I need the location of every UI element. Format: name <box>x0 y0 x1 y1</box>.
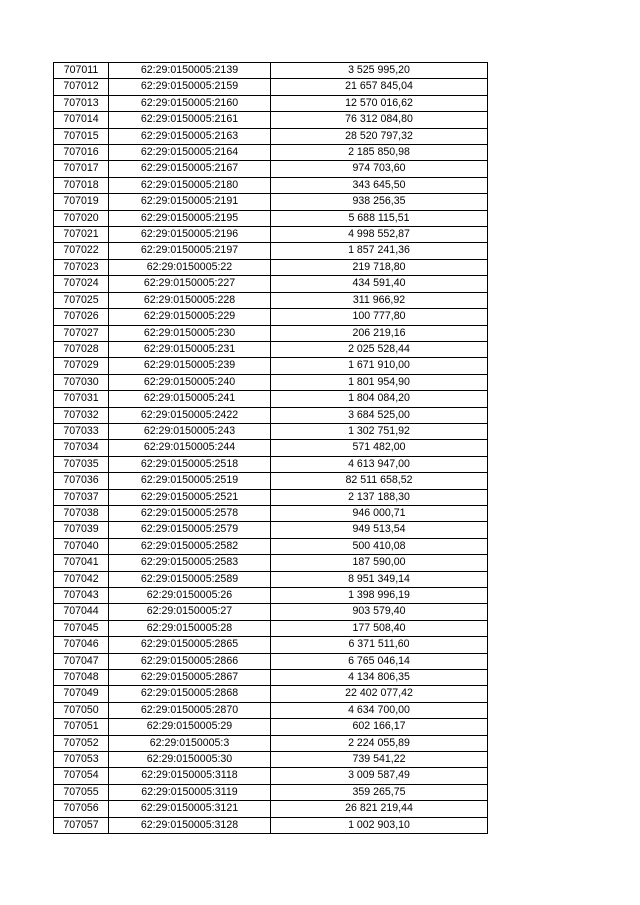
table-row <box>54 210 488 226</box>
table-row <box>54 79 488 95</box>
cadastral-value-cell: 28 520 797,32 <box>271 128 488 144</box>
cadastral-value-cell: 82 511 658,52 <box>271 473 488 489</box>
row-number-cell: 707026 <box>54 309 109 325</box>
cadastral-value-cell: 4 613 947,00 <box>271 456 488 472</box>
cadastral-value-cell: 946 000,71 <box>271 505 488 521</box>
cadastral-value-cell: 2 025 528,44 <box>271 341 488 357</box>
table-row <box>54 653 488 669</box>
cadastral-value-table <box>53 62 488 834</box>
cadastral-number-cell: 62:29:0150005:230 <box>109 325 271 341</box>
row-number-cell: 707047 <box>54 653 109 669</box>
row-number-cell: 707012 <box>54 79 109 95</box>
cadastral-value-cell: 21 657 845,04 <box>271 79 488 95</box>
table-row <box>54 670 488 686</box>
table-row <box>54 63 488 79</box>
table-row <box>54 555 488 571</box>
cadastral-number-cell: 62:29:0150005:2867 <box>109 670 271 686</box>
row-number-cell: 707048 <box>54 670 109 686</box>
table-row <box>54 752 488 768</box>
cadastral-value-cell: 1 302 751,92 <box>271 423 488 439</box>
table-row <box>54 801 488 817</box>
row-number-cell: 707014 <box>54 112 109 128</box>
cadastral-number-cell: 62:29:0150005:2159 <box>109 79 271 95</box>
row-number-cell: 707044 <box>54 604 109 620</box>
cadastral-value-cell: 974 703,60 <box>271 161 488 177</box>
cadastral-value-cell: 8 951 349,14 <box>271 571 488 587</box>
cadastral-number-cell: 62:29:0150005:2866 <box>109 653 271 669</box>
table-row <box>54 259 488 275</box>
row-number-cell: 707018 <box>54 177 109 193</box>
row-number-cell: 707032 <box>54 407 109 423</box>
row-number-cell: 707057 <box>54 817 109 833</box>
cadastral-value-cell: 3 684 525,00 <box>271 407 488 423</box>
row-number-cell: 707045 <box>54 620 109 636</box>
row-number-cell: 707041 <box>54 555 109 571</box>
cadastral-number-cell: 62:29:0150005:2578 <box>109 505 271 521</box>
row-number-cell: 707017 <box>54 161 109 177</box>
cadastral-number-cell: 62:29:0150005:2519 <box>109 473 271 489</box>
table-row <box>54 686 488 702</box>
table-row <box>54 571 488 587</box>
cadastral-value-cell: 359 265,75 <box>271 784 488 800</box>
cadastral-number-cell: 62:29:0150005:2422 <box>109 407 271 423</box>
cadastral-value-cell: 1 671 910,00 <box>271 358 488 374</box>
cadastral-value-cell: 2 137 188,30 <box>271 489 488 505</box>
row-number-cell: 707040 <box>54 538 109 554</box>
table-row <box>54 374 488 390</box>
cadastral-number-cell: 62:29:0150005:2521 <box>109 489 271 505</box>
table-row <box>54 112 488 128</box>
table-row <box>54 735 488 751</box>
cadastral-number-cell: 62:29:0150005:2197 <box>109 243 271 259</box>
table-row <box>54 309 488 325</box>
table-row <box>54 456 488 472</box>
table-row <box>54 145 488 161</box>
row-number-cell: 707042 <box>54 571 109 587</box>
row-number-cell: 707028 <box>54 341 109 357</box>
cadastral-number-cell: 62:29:0150005:229 <box>109 309 271 325</box>
row-number-cell: 707033 <box>54 423 109 439</box>
cadastral-number-cell: 62:29:0150005:3 <box>109 735 271 751</box>
row-number-cell: 707054 <box>54 768 109 784</box>
cadastral-value-cell: 1 857 241,36 <box>271 243 488 259</box>
row-number-cell: 707023 <box>54 259 109 275</box>
table-row <box>54 817 488 833</box>
row-number-cell: 707029 <box>54 358 109 374</box>
cadastral-value-cell: 938 256,35 <box>271 194 488 210</box>
row-number-cell: 707055 <box>54 784 109 800</box>
cadastral-number-cell: 62:29:0150005:26 <box>109 588 271 604</box>
table-row <box>54 243 488 259</box>
row-number-cell: 707015 <box>54 128 109 144</box>
row-number-cell: 707046 <box>54 637 109 653</box>
row-number-cell: 707049 <box>54 686 109 702</box>
table-row <box>54 358 488 374</box>
cadastral-value-cell: 5 688 115,51 <box>271 210 488 226</box>
cadastral-value-cell: 100 777,80 <box>271 309 488 325</box>
row-number-cell: 707039 <box>54 522 109 538</box>
table-row <box>54 505 488 521</box>
table-row <box>54 391 488 407</box>
cadastral-number-cell: 62:29:0150005:228 <box>109 292 271 308</box>
cadastral-number-cell: 62:29:0150005:239 <box>109 358 271 374</box>
table-row <box>54 128 488 144</box>
cadastral-number-cell: 62:29:0150005:231 <box>109 341 271 357</box>
cadastral-number-cell: 62:29:0150005:244 <box>109 440 271 456</box>
cadastral-value-cell: 343 645,50 <box>271 177 488 193</box>
cadastral-number-cell: 62:29:0150005:2164 <box>109 145 271 161</box>
table-row <box>54 341 488 357</box>
cadastral-number-cell: 62:29:0150005:2160 <box>109 95 271 111</box>
table-row <box>54 95 488 111</box>
cadastral-value-cell: 177 508,40 <box>271 620 488 636</box>
cadastral-value-cell: 1 804 084,20 <box>271 391 488 407</box>
cadastral-number-cell: 62:29:0150005:2865 <box>109 637 271 653</box>
cadastral-number-cell: 62:29:0150005:2583 <box>109 555 271 571</box>
table-row <box>54 473 488 489</box>
cadastral-number-cell: 62:29:0150005:29 <box>109 719 271 735</box>
table-row <box>54 784 488 800</box>
row-number-cell: 707035 <box>54 456 109 472</box>
table-row <box>54 423 488 439</box>
row-number-cell: 707022 <box>54 243 109 259</box>
row-number-cell: 707043 <box>54 588 109 604</box>
table-row <box>54 227 488 243</box>
cadastral-value-cell: 2 224 055,89 <box>271 735 488 751</box>
cadastral-value-cell: 571 482,00 <box>271 440 488 456</box>
cadastral-value-cell: 1 398 996,19 <box>271 588 488 604</box>
row-number-cell: 707020 <box>54 210 109 226</box>
row-number-cell: 707038 <box>54 505 109 521</box>
table-row <box>54 637 488 653</box>
row-number-cell: 707013 <box>54 95 109 111</box>
cadastral-value-cell: 22 402 077,42 <box>271 686 488 702</box>
cadastral-value-cell: 4 998 552,87 <box>271 227 488 243</box>
cadastral-value-cell: 3 525 995,20 <box>271 63 488 79</box>
row-number-cell: 707050 <box>54 702 109 718</box>
row-number-cell: 707052 <box>54 735 109 751</box>
cadastral-number-cell: 62:29:0150005:3118 <box>109 768 271 784</box>
cadastral-number-cell: 62:29:0150005:3121 <box>109 801 271 817</box>
cadastral-value-cell: 6 765 046,14 <box>271 653 488 669</box>
row-number-cell: 707027 <box>54 325 109 341</box>
cadastral-value-cell: 4 134 806,35 <box>271 670 488 686</box>
cadastral-value-cell: 12 570 016,62 <box>271 95 488 111</box>
cadastral-number-cell: 62:29:0150005:2180 <box>109 177 271 193</box>
cadastral-value-cell: 602 166,17 <box>271 719 488 735</box>
cadastral-value-cell: 2 185 850,98 <box>271 145 488 161</box>
row-number-cell: 707037 <box>54 489 109 505</box>
table-row <box>54 489 488 505</box>
cadastral-number-cell: 62:29:0150005:27 <box>109 604 271 620</box>
row-number-cell: 707034 <box>54 440 109 456</box>
cadastral-value-cell: 434 591,40 <box>271 276 488 292</box>
cadastral-number-cell: 62:29:0150005:2139 <box>109 63 271 79</box>
table-row <box>54 440 488 456</box>
cadastral-number-cell: 62:29:0150005:22 <box>109 259 271 275</box>
cadastral-value-cell: 1 801 954,90 <box>271 374 488 390</box>
cadastral-value-cell: 949 513,54 <box>271 522 488 538</box>
cadastral-value-cell: 76 312 084,80 <box>271 112 488 128</box>
cadastral-number-cell: 62:29:0150005:241 <box>109 391 271 407</box>
cadastral-value-cell: 3 009 587,49 <box>271 768 488 784</box>
cadastral-number-cell: 62:29:0150005:2161 <box>109 112 271 128</box>
cadastral-number-cell: 62:29:0150005:2868 <box>109 686 271 702</box>
table-row <box>54 538 488 554</box>
table-row <box>54 588 488 604</box>
table-body <box>54 63 488 834</box>
table-row <box>54 719 488 735</box>
cadastral-value-cell: 903 579,40 <box>271 604 488 620</box>
cadastral-value-cell: 1 002 903,10 <box>271 817 488 833</box>
cadastral-number-cell: 62:29:0150005:3128 <box>109 817 271 833</box>
cadastral-value-cell: 6 371 511,60 <box>271 637 488 653</box>
row-number-cell: 707021 <box>54 227 109 243</box>
cadastral-value-cell: 739 541,22 <box>271 752 488 768</box>
cadastral-number-cell: 62:29:0150005:28 <box>109 620 271 636</box>
table-row <box>54 768 488 784</box>
table-row <box>54 325 488 341</box>
row-number-cell: 707025 <box>54 292 109 308</box>
row-number-cell: 707031 <box>54 391 109 407</box>
cadastral-number-cell: 62:29:0150005:2163 <box>109 128 271 144</box>
cadastral-number-cell: 62:29:0150005:227 <box>109 276 271 292</box>
cadastral-number-cell: 62:29:0150005:240 <box>109 374 271 390</box>
cadastral-number-cell: 62:29:0150005:2870 <box>109 702 271 718</box>
cadastral-number-cell: 62:29:0150005:2518 <box>109 456 271 472</box>
cadastral-number-cell: 62:29:0150005:30 <box>109 752 271 768</box>
cadastral-value-cell: 219 718,80 <box>271 259 488 275</box>
table-row <box>54 161 488 177</box>
table-row <box>54 702 488 718</box>
table-row <box>54 407 488 423</box>
table-row <box>54 194 488 210</box>
table-row <box>54 292 488 308</box>
row-number-cell: 707056 <box>54 801 109 817</box>
cadastral-number-cell: 62:29:0150005:2167 <box>109 161 271 177</box>
row-number-cell: 707030 <box>54 374 109 390</box>
row-number-cell: 707011 <box>54 63 109 79</box>
cadastral-number-cell: 62:29:0150005:2195 <box>109 210 271 226</box>
cadastral-value-cell: 206 219,16 <box>271 325 488 341</box>
cadastral-value-cell: 311 966,92 <box>271 292 488 308</box>
row-number-cell: 707036 <box>54 473 109 489</box>
cadastral-number-cell: 62:29:0150005:2582 <box>109 538 271 554</box>
row-number-cell: 707019 <box>54 194 109 210</box>
table-row <box>54 620 488 636</box>
table-row <box>54 276 488 292</box>
table-row <box>54 522 488 538</box>
cadastral-number-cell: 62:29:0150005:243 <box>109 423 271 439</box>
cadastral-number-cell: 62:29:0150005:2191 <box>109 194 271 210</box>
row-number-cell: 707053 <box>54 752 109 768</box>
row-number-cell: 707051 <box>54 719 109 735</box>
cadastral-value-cell: 500 410,08 <box>271 538 488 554</box>
cadastral-number-cell: 62:29:0150005:2589 <box>109 571 271 587</box>
cadastral-value-cell: 26 821 219,44 <box>271 801 488 817</box>
row-number-cell: 707024 <box>54 276 109 292</box>
table-row <box>54 604 488 620</box>
table-row <box>54 177 488 193</box>
row-number-cell: 707016 <box>54 145 109 161</box>
cadastral-number-cell: 62:29:0150005:2196 <box>109 227 271 243</box>
cadastral-value-cell: 4 634 700,00 <box>271 702 488 718</box>
cadastral-number-cell: 62:29:0150005:3119 <box>109 784 271 800</box>
cadastral-value-cell: 187 590,00 <box>271 555 488 571</box>
cadastral-number-cell: 62:29:0150005:2579 <box>109 522 271 538</box>
